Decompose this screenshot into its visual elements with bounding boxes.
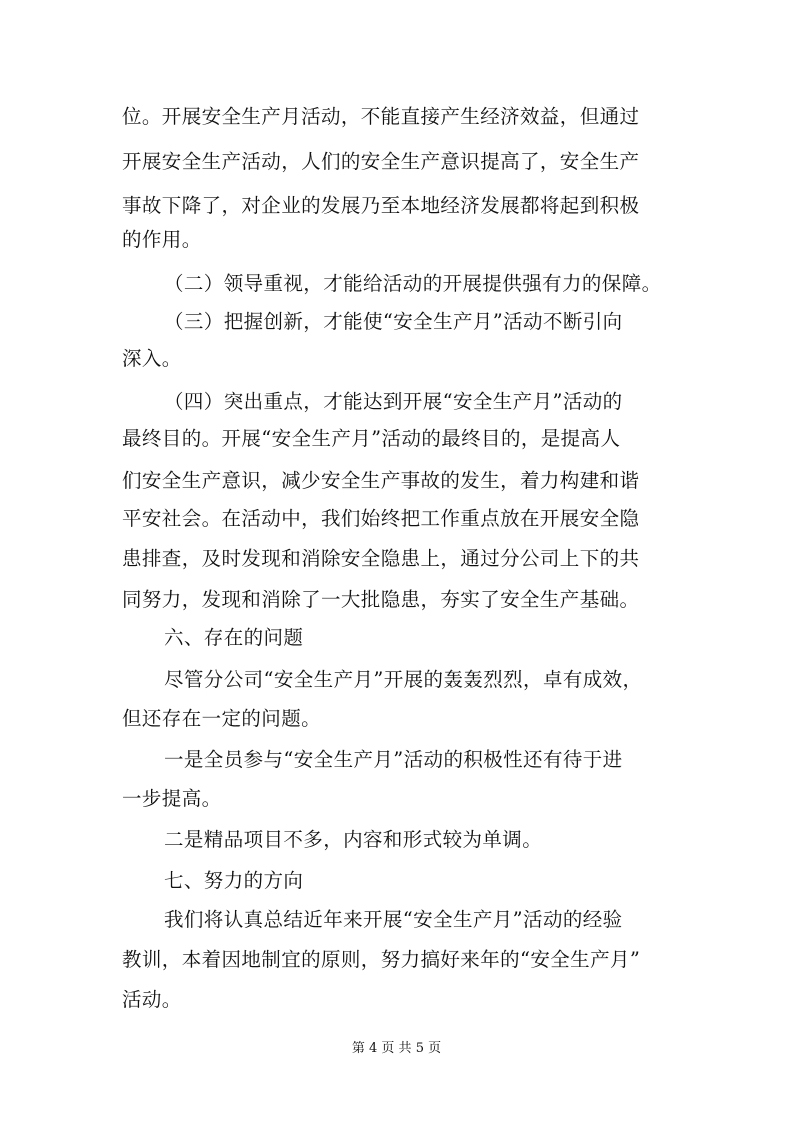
- heading-four-line-5: 患排查，及时发现和消除安全隐患上，通过分公司上下的共: [122, 547, 640, 570]
- problem-one-line-2: 一步提高。: [122, 787, 222, 810]
- body-line-1: 位。开展安全生产月活动，不能直接产生经济效益，但通过: [122, 105, 640, 128]
- heading-four-line-1: （四）突出重点，才能达到开展“安全生产月”活动的: [164, 390, 623, 413]
- heading-four-line-3: 们安全生产意识，减少安全生产事故的发生，着力构建和谐: [122, 469, 640, 492]
- page-number-footer: 第 4 页 共 5 页: [351, 1041, 442, 1056]
- direction-line-1: 我们将认真总结近年来开展“安全生产月”活动的经验: [164, 908, 623, 931]
- heading-three-line-1: （三）把握创新，才能使“安全生产月”活动不断引向: [164, 310, 623, 333]
- section-heading-direction: 七、努力的方向: [164, 869, 304, 892]
- section-heading-problems: 六、存在的问题: [164, 626, 304, 649]
- heading-three-line-2: 深入。: [122, 347, 182, 370]
- problem-two-line: 二是精品项目不多，内容和形式较为单调。: [164, 828, 543, 851]
- heading-four-line-6: 同努力，发现和消除了一大批隐患，夯实了安全生产基础。: [122, 588, 640, 611]
- heading-two-line: （二）领导重视，才能给活动的开展提供强有力的保障。: [164, 272, 662, 295]
- problems-line-2: 但还存在一定的问题。: [122, 707, 322, 730]
- body-line-4: 的作用。: [122, 228, 202, 251]
- body-line-3: 事故下降了，对企业的发展乃至本地经济发展都将起到积极: [122, 194, 640, 217]
- problems-line-1: 尽管分公司“安全生产月”开展的轰轰烈烈，卓有成效，: [164, 668, 643, 691]
- heading-four-line-4: 平安社会。在活动中，我们始终把工作重点放在开展安全隐: [122, 507, 640, 530]
- direction-line-2: 教训，本着因地制宜的原则，努力搞好来年的“安全生产月”: [122, 948, 641, 971]
- problem-one-line-1: 一是全员参与“安全生产月”活动的积极性还有待于进: [164, 748, 623, 771]
- direction-line-3: 活动。: [122, 988, 182, 1011]
- body-line-2: 开展安全生产活动，人们的安全生产意识提高了，安全生产: [122, 150, 640, 173]
- heading-four-line-2: 最终目的。开展“安全生产月”活动的最终目的，是提高人: [122, 427, 621, 450]
